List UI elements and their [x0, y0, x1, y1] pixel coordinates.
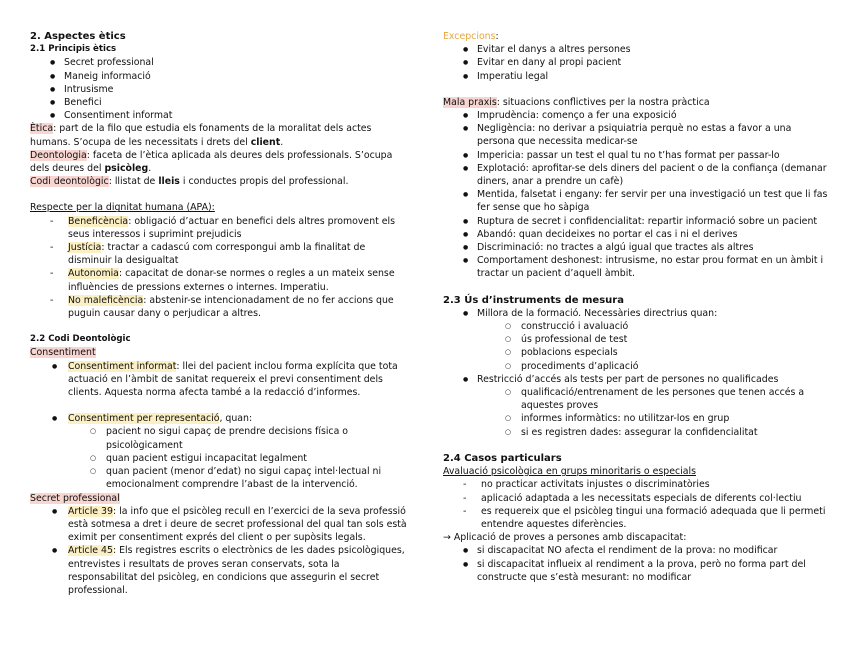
articles-list [30, 505, 410, 597]
deontologia-definition: Deontologia: faceta de l’ètica aplicada als deures dels professionals. S’ocupa dels deures del psicòleg. [30, 149, 393, 175]
consentiment-list [30, 360, 410, 400]
list-item: - es requereix que el psicòleg tingui una formació adequada que li permeti entendre aquestes diferències. [443, 505, 828, 531]
right-column: Excepcions: ● Evitar el danys a altres persones ● Evitar en dany al propi pacient ● Imperatiu legal Mala praxis: situacions conflictives per la nostra pràctica ● Imprudència: començo a fer una exposició ● Negligència: no derivar a psiquiatria perquè no estas a favor a una persona que necessita medicar-se ● Impericia: passar un test el qual tu no t’has format per passar-lo ● Explotació: aprofitar-se dels diners del pacient o de la confiança (demanar diners, anar a prendre un cafè) ● Mentida, falsetat i engany: fer servir per una investigació un test que li fas fer sense que ho sàpiga ● Ruptura de secret i confidencialitat: repartir informació sobre un pacient ● Abandó: quan decideixes no portar el cas i ni el derives ● Discriminació: no tractes a algú igual que tractes als altres ● Comportament deshonest: intrusisme, no estar prou format en un àmbit i tractar un pacient d’aquell àmbit. 2.3 Ús d’instruments de mesura ● Millora de la formació. Necessàries directrius quan: ○ construcció i avaluació ○ ús professional de test ○ poblacions especials ○ procediments d’aplicació ● Restricció d’accés als tests per part de persones no qualificades ○ qualificació/entrenament de les persones que tenen accés a aquestes proves ○ informes informàtics: no utilitzar-los en grup ○ si es registren dades: assegurar la confidencialitat 2.4 Casos particulars Avaluació psicològica en grups minoritaris o especials - no practicar activitats injustes o discriminatòries - aplicació adaptada a les necessitats especials de diferents col·lectiu - es requereix que el psicòleg tingui una formació adequada que li permeti entendre aquestes diferències. → Aplicació de proves a persones amb discapacitat: ● si discapacitat NO afecta el rendiment de la prova: no modificar ● si discapacitat influeix al rendiment a la prova, però no forma part del constructe que s’està mesurant: no modificar [443, 30, 828, 584]
list-item: ● Article 45: Els registres escrits o electrònics de les dades psicològiques, entrevistes i resultats de proves seran conservats, sota la responsabilitat del psicòleg, en condicions que assegurin el secret professional. [30, 544, 410, 597]
list-item: ● Millora de la formació. Necessàries directrius quan: [443, 307, 828, 320]
list-item: ● Intrusisme [30, 83, 410, 96]
list-item: - Autonomia: capacitat de donar-se normes o regles a un mateix sense influències de pressions externes o internes. Imperatiu. [30, 267, 410, 293]
respecte-title: Respecte per la dignitat humana (APA): [30, 202, 215, 214]
list-item: ● Ruptura de secret i confidencialitat: repartir informació sobre un pacient [443, 215, 828, 228]
subsection-title: 2.1 Principis ètics [30, 44, 117, 55]
restriccio-list [443, 373, 828, 386]
list-item: ● si discapacitat influeix al rendiment a la prova, però no forma part del constructe que s’està mesurant: no modificar [443, 558, 828, 584]
consentiment-label: Consentiment [30, 347, 96, 359]
excepcions-list [443, 43, 828, 83]
list-item: ● Secret professional [30, 56, 410, 69]
list-item: ● Article 39: la info que el psicòleg recull en l’exercici de la seva professió està sotmesa a dret i deure de secret professional del qual tan sols està eximit per consentiment exprés del client o per supòsits legals. [30, 505, 410, 545]
term-highlight: Ètica [30, 123, 54, 135]
list-item: ○ ús professional de test [443, 333, 828, 346]
list-item: ● Evitar en dany al propi pacient [443, 56, 828, 69]
mala-praxis: Mala praxis: situacions conflictives per la nostra pràctica [443, 96, 710, 108]
respecte-list [30, 215, 410, 321]
list-item: ○ si es registren dades: assegurar la confidencialitat [443, 426, 828, 439]
term-highlight: Mala praxis [443, 96, 497, 108]
list-item: ● Consentiment informat: llei del pacient inclou forma explícita que tota actuació en l’àmbit de sanitat requereix el previ consentiment dels clients. Aquesta norma afecta també a la redacció d’informes. [30, 360, 410, 400]
list-item: ● Mentida, falsetat i engany: fer servir per una investigació un test que li fas fer sense que ho sàpiga [443, 188, 828, 214]
representacio-list [30, 412, 410, 425]
list-item: ● Impericia: passar un test el qual tu no t’has format per passar-lo [443, 149, 828, 162]
excepcions-label: Excepcions [443, 31, 496, 42]
aplicacio-title: → Aplicació de proves a persones amb discapacitat: [443, 532, 687, 544]
list-item: ● Restricció d’accés als tests per part de persones no qualificades [443, 373, 828, 386]
secret-label: Secret professional [30, 492, 120, 504]
list-item: ● Maneig informació [30, 70, 410, 83]
left-column [30, 30, 410, 597]
section-title: 2.4 Casos particulars [443, 452, 562, 464]
avaluacio-title: Avaluació psicològica en grups minoritaris o especials [443, 466, 696, 478]
term-highlight: Codi deontològic [30, 176, 109, 188]
list-item: ○ procediments d’aplicació [443, 360, 828, 373]
list-item: - No maleficència: abstenir-se intencionadament de no fer accions que puguin causar dany o perjudicar a altres. [30, 294, 410, 320]
list-item: - Beneficència: obligació d’actuar en benefici dels altres promovent els seus interessos i suprimint prejudicis [30, 215, 410, 241]
list-item: - no practicar activitats injustes o discriminatòries [443, 478, 828, 491]
list-item: ○ quan pacient (menor d’edat) no sigui capaç intel·lectual ni emocionalment comprendre l’abast de la intervenció. [30, 465, 410, 491]
list-item: ● Discriminació: no tractes a algú igual que tractes als altres [443, 241, 828, 254]
instruments-list [443, 307, 828, 320]
term-highlight: Deontologia [30, 149, 87, 161]
representacio-sublist [30, 425, 410, 491]
list-item: ● si discapacitat NO afecta el rendiment de la prova: no modificar [443, 544, 828, 557]
codi-definition: Codi deontològic: llistat de lleis i conductes propis del professional. [30, 176, 349, 188]
principis-list [30, 56, 410, 122]
list-item: ● Abandó: quan decideixes no portar el cas i ni el derives [443, 228, 828, 241]
list-item: ○ pacient no sigui capaç de prendre decisions física o psicològicament [30, 425, 410, 451]
subsection-title: 2.2 Codi Deontològic [30, 334, 131, 345]
list-item: ○ poblacions especials [443, 346, 828, 359]
section-title: 2. Aspectes ètics [30, 31, 126, 42]
list-item: ○ construcció i avaluació [443, 320, 828, 333]
list-item: ● Negligència: no derivar a psiquiatria perquè no estas a favor a una persona que necessita medicar-se [443, 122, 828, 148]
millora-sublist [443, 320, 828, 373]
list-item: ● Explotació: aprofitar-se dels diners del pacient o de la confiança (demanar diners, anar a prendre un cafè) [443, 162, 828, 188]
list-item: ○ informes informàtics: no utilitzar-los en grup [443, 412, 828, 425]
list-item: ● Imprudència: començo a fer una exposició [443, 109, 828, 122]
mala-praxis-list [443, 109, 828, 281]
restriccio-sublist [443, 386, 828, 439]
list-item: ● Imperatiu legal [443, 70, 828, 83]
list-item: ● Evitar el danys a altres persones [443, 43, 828, 56]
list-item: ● Comportament deshonest: intrusisme, no estar prou format en un àmbit i tractar un pacient d’aquell àmbit. [443, 254, 828, 280]
section-title: 2.3 Ús d’instruments de mesura [443, 294, 624, 306]
list-item: ● Consentiment informat [30, 109, 410, 122]
list-item: - Justícia: tractar a cadascú com correspongui amb la finalitat de disminuir la desigualtat [30, 241, 410, 267]
list-item: ○ qualificació/entrenament de les persones que tenen accés a aquestes proves [443, 386, 828, 412]
list-item: - aplicació adaptada a les necessitats especials de diferents col·lectiu [443, 492, 828, 505]
etica-definition: Ètica: part de la filo que estudia els fonaments de la moralitat dels actes humans. S’ocupa de les necessitats i drets del client. [30, 123, 372, 148]
list-item: ● Consentiment per representació, quan: [30, 412, 410, 425]
list-item: ○ quan pacient estigui incapacitat legalment [30, 452, 410, 465]
aplicacio-list [443, 544, 828, 584]
avaluacio-list [443, 478, 828, 531]
list-item: ● Benefici [30, 96, 410, 109]
